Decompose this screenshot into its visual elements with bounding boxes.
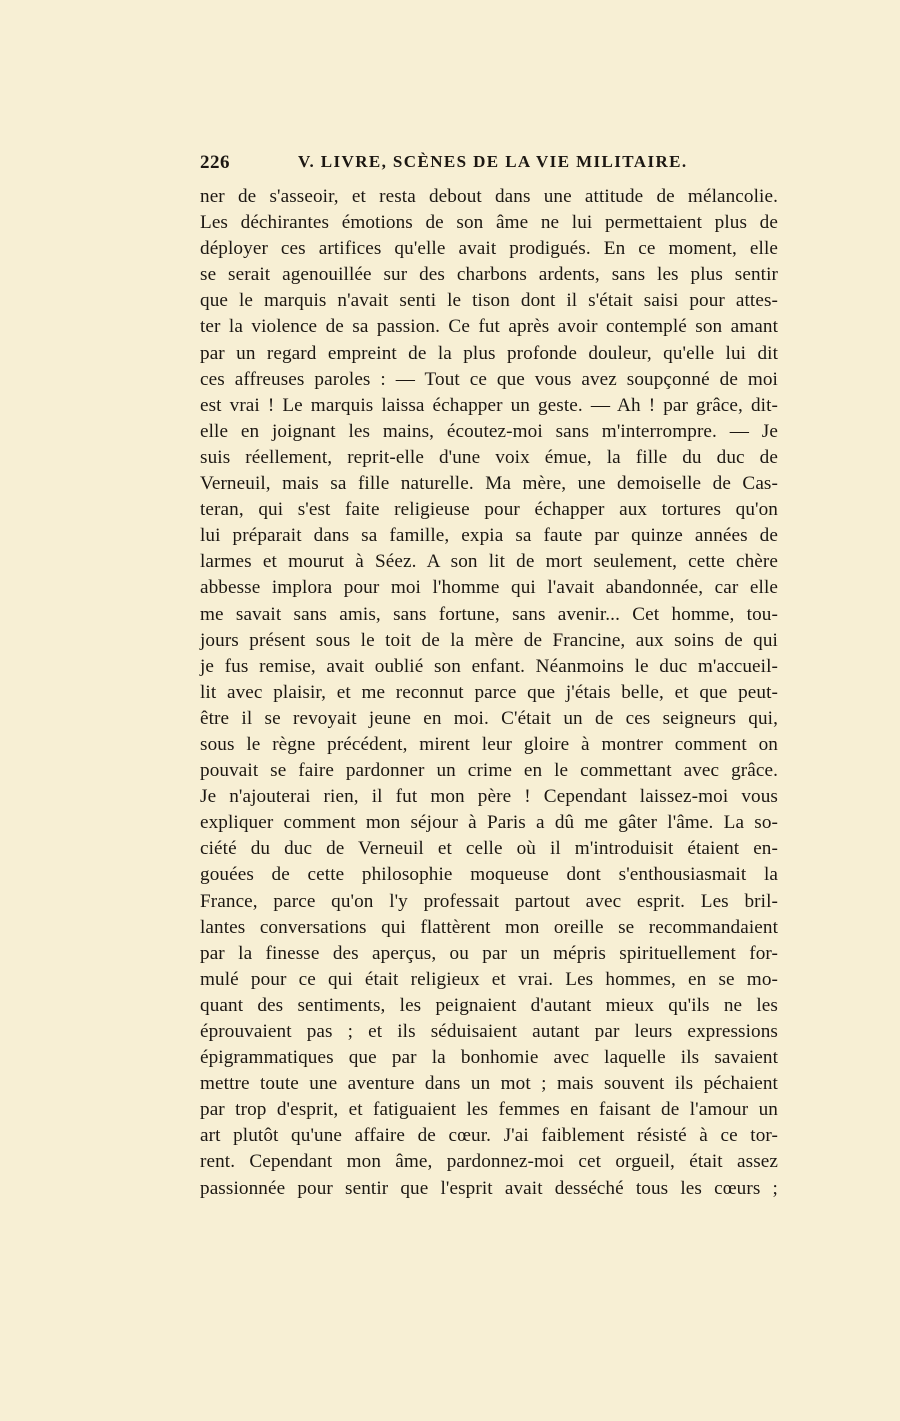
text-line: éprouvaient pas ; et ils séduisaient autant par leurs expressions <box>200 1021 778 1042</box>
text-line: art plutôt qu'une affaire de cœur. J'ai faiblement résisté à ce tor- <box>200 1125 778 1147</box>
text-line: abbesse implora pour moi l'homme qui l'avait abandonnée, car elle <box>200 577 778 599</box>
text-line: que le marquis n'avait senti le tison dont il s'était saisi pour attes- <box>200 290 778 312</box>
text-line: suis réellement, reprit-elle d'une voix émue, la fille du duc de <box>200 446 778 468</box>
text-line: lantes conversations qui flattèrent mon oreille se recommandaient <box>200 916 778 938</box>
text-line: être il se revoyait jeune en moi. C'était un de ces seigneurs qui, <box>200 707 778 729</box>
text-line: jours présent sous le toit de la mère de Francine, aux soins de qui <box>200 629 778 651</box>
text-line: Verneuil, mais sa fille naturelle. Ma mère, une demoiselle de Cas- <box>200 473 778 495</box>
text-line: Je n'ajouterai rien, il fut mon père ! Cependant laissez-moi vous <box>200 786 778 808</box>
running-head: V. LIVRE, SCÈNES DE LA VIE MILITAIRE. <box>298 152 688 171</box>
text-line: rent. Cependant mon âme, pardonnez-moi cet orgueil, était assez <box>200 1151 778 1173</box>
text-line: quant des sentiments, les peignaient d'autant mieux qu'ils ne les <box>200 994 778 1016</box>
text-line: passionnée pour sentir que l'esprit avait desséché tous les cœurs ; <box>200 1177 778 1199</box>
text-line: se serait agenouillée sur des charbons ardents, sans les plus sentir <box>200 264 778 286</box>
text-line: déployer ces artifices qu'elle avait prodigués. En ce moment, elle <box>200 238 778 260</box>
text-line: je fus remise, avait oublié son enfant. Néanmoins le duc m'accueil- <box>200 655 778 677</box>
page-header <box>200 152 778 180</box>
text-line: me savait sans amis, sans fortune, sans avenir... Cet homme, tou- <box>200 603 778 625</box>
text-line: est vrai ! Le marquis laissa échapper un geste. — Ah ! par grâce, dit- <box>200 394 778 416</box>
text-line: sous le règne précédent, mirent leur gloire à montrer comment on <box>200 733 778 755</box>
text-line: mulé pour ce qui était religieux et vrai. Les hommes, en se mo- <box>200 968 778 990</box>
text-line: Les déchirantes émotions de son âme ne lui permettaient plus de <box>200 212 778 234</box>
text-line: par un regard empreint de la plus profonde douleur, qu'elle lui dit <box>200 342 778 364</box>
text-line: gouées de cette philosophie moqueuse dont s'enthousiasmait la <box>200 864 778 886</box>
text-line: épigrammatiques que par la bonhomie avec laquelle ils savaient <box>200 1047 778 1069</box>
body-text <box>200 184 778 1202</box>
text-line: larmes et mourut à Séez. A son lit de mort seulement, cette chère <box>200 551 778 573</box>
text-line: par la finesse des aperçus, ou par un mépris spirituellement for- <box>200 942 778 964</box>
text-line: pouvait se faire pardonner un crime en le commettant avec grâce. <box>200 760 778 782</box>
text-line: ciété du duc de Verneuil et celle où il m'introduisit étaient en- <box>200 838 778 860</box>
text-line: mettre toute une aventure dans un mot ; mais souvent ils péchaient <box>200 1073 778 1095</box>
text-line: par trop d'esprit, et fatiguaient les femmes en faisant de l'amour un <box>200 1099 778 1121</box>
text-line: lit avec plaisir, et me reconnut parce que j'étais belle, et que peut- <box>200 681 778 703</box>
text-line: expliquer comment mon séjour à Paris a dû me gâter l'âme. La so- <box>200 812 778 834</box>
text-line: elle en joignant les mains, écoutez-moi sans m'interrompre. — Je <box>200 420 778 442</box>
page-number: 226 <box>200 152 230 173</box>
text-line: ter la violence de sa passion. Ce fut après avoir contemplé son amant <box>200 316 778 338</box>
text-line: teran, qui s'est faite religieuse pour échapper aux tortures qu'on <box>200 499 778 521</box>
text-line: ner de s'asseoir, et resta debout dans une attitude de mélancolie. <box>200 186 778 207</box>
text-line: France, parce qu'on l'y professait partout avec esprit. Les bril- <box>200 890 778 912</box>
text-line: ces affreuses paroles : — Tout ce que vous avez soupçonné de moi <box>200 368 778 390</box>
text-line: lui préparait dans sa famille, expia sa faute par quinze années de <box>200 525 778 547</box>
